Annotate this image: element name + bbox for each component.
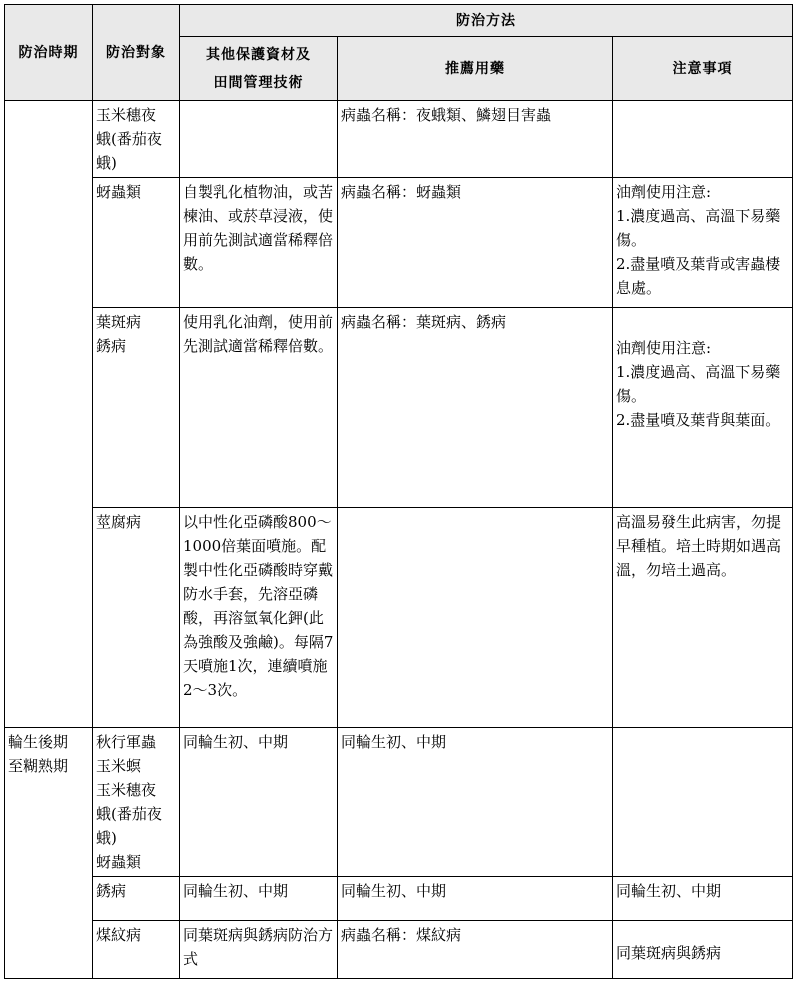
header-row-1	[5, 5, 793, 37]
notes-cell: 高溫易發生此病害，勿提早種植。培土時期如遇高溫，勿培土過高。	[613, 508, 793, 728]
notes-cell: 油劑使用注意: 1.濃度過高、高溫下易藥傷。 2.盡量噴及葉背與葉面。	[613, 308, 793, 508]
other-materials-cell: 同輪生初、中期	[180, 877, 338, 921]
header-method: 防治方法	[180, 5, 793, 37]
pesticide-cell: 同輪生初、中期	[338, 728, 613, 877]
pest-control-table	[4, 4, 793, 979]
other-materials-cell: 使用乳化油劑，使用前先測試適當稀釋倍數。	[180, 308, 338, 508]
target-cell: 葉斑病 銹病	[93, 308, 180, 508]
target-cell: 煤紋病	[93, 921, 180, 979]
target-cell: 銹病	[93, 877, 180, 921]
period-cell: 輪生後期 至糊熟期	[5, 728, 93, 979]
header-recommended-pesticide: 推薦用藥	[338, 37, 613, 101]
header-period: 防治時期	[5, 5, 93, 101]
target-cell: 莖腐病	[93, 508, 180, 728]
other-materials-cell: 以中性化亞磷酸800～1000倍葉面噴施。配製中性化亞磷酸時穿戴防水手套，先溶亞磷酸，再溶氫氧化鉀(此為強酸及強鹼)。每隔7天噴施1次，連續噴施2～3次。	[180, 508, 338, 728]
pesticide-cell: 病蟲名稱：蚜蟲類	[338, 178, 613, 308]
notes-cell: 同葉斑病與銹病	[613, 921, 793, 979]
table-row	[5, 308, 793, 508]
table-row	[5, 728, 793, 877]
notes-cell: 同輪生初、中期	[613, 877, 793, 921]
pesticide-cell	[338, 508, 613, 728]
other-materials-cell: 同葉斑病與銹病防治方式	[180, 921, 338, 979]
header-other-materials: 其他保護資材及 田間管理技術	[180, 37, 338, 101]
target-cell: 玉米穗夜 蛾(番茄夜 蛾)	[93, 101, 180, 178]
table-row	[5, 508, 793, 728]
table-row	[5, 178, 793, 308]
target-cell: 蚜蟲類	[93, 178, 180, 308]
pesticide-cell: 病蟲名稱：葉斑病、銹病	[338, 308, 613, 508]
period-cell	[5, 101, 93, 728]
table-row	[5, 921, 793, 979]
table-row	[5, 101, 793, 178]
table-row	[5, 877, 793, 921]
other-materials-cell: 自製乳化植物油，或苦楝油、或菸草浸液，使用前先測試適當稀釋倍數。	[180, 178, 338, 308]
target-cell: 秋行軍蟲 玉米螟 玉米穗夜 蛾(番茄夜 蛾) 蚜蟲類	[93, 728, 180, 877]
header-target: 防治對象	[93, 5, 180, 101]
header-notes: 注意事項	[613, 37, 793, 101]
notes-cell	[613, 728, 793, 877]
other-materials-cell: 同輪生初、中期	[180, 728, 338, 877]
pesticide-cell: 病蟲名稱：煤紋病	[338, 921, 613, 979]
pesticide-cell: 同輪生初、中期	[338, 877, 613, 921]
notes-cell	[613, 101, 793, 178]
pesticide-cell: 病蟲名稱：夜蛾類、鱗翅目害蟲	[338, 101, 613, 178]
other-materials-cell	[180, 101, 338, 178]
notes-cell: 油劑使用注意: 1.濃度過高、高溫下易藥傷。 2.盡量噴及葉背或害蟲棲息處。	[613, 178, 793, 308]
